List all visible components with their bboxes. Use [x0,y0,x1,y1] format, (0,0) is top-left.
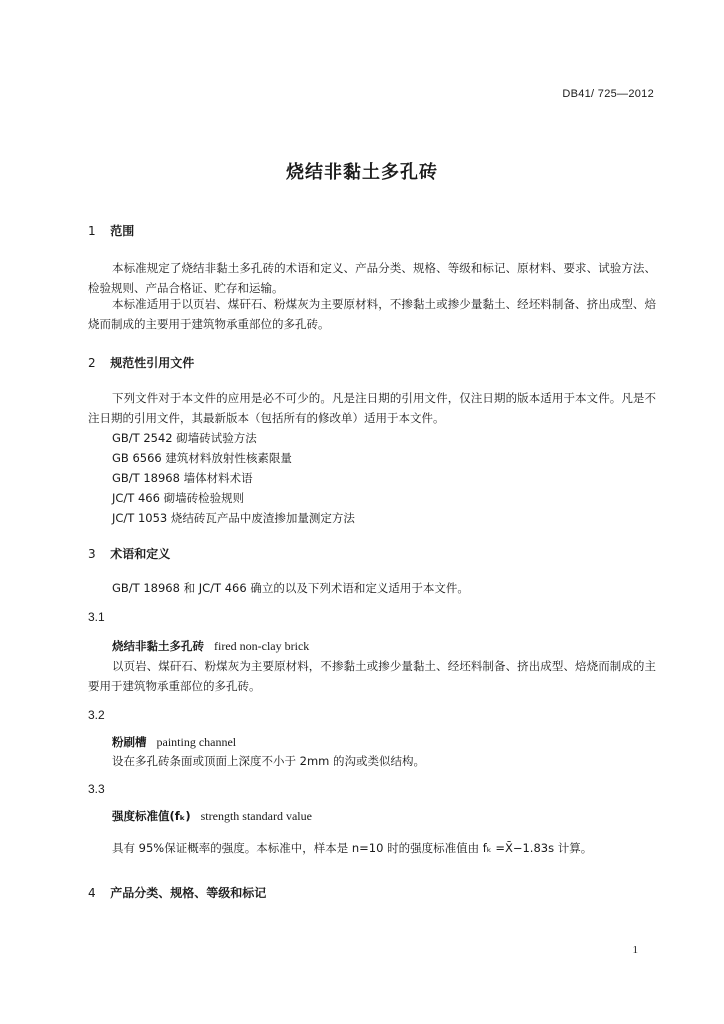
reference-item: JC/T 466 砌墙砖检验规则 [112,491,245,505]
section-3-intro: GB/T 18968 和 JC/T 466 确立的以及下列术语和定义适用于本文件。 [112,581,469,595]
section-title: 术语和定义 [110,547,171,561]
section-1-paragraph-2: 本标准适用于以页岩、煤矸石、粉煤灰为主要原材料，不掺黏土或掺少量黏土、经坯料制备、挤出成型、焙烧而制成的主要用于建筑物承重部位的多孔砖。 [88,297,656,331]
subsection-3-3-number: 3.3 [88,782,105,796]
section-title: 范围 [110,224,135,238]
section-2-heading [88,354,194,371]
subsection-3-1-number: 3.1 [88,610,105,624]
document-title: 烧结非黏土多孔砖 [286,162,438,183]
term-3-2 [112,734,236,750]
section-number: 3 [88,547,96,561]
term-3-2-definition: 设在多孔砖条面或顶面上深度不小于 2mm 的沟或类似结构。 [112,754,426,768]
section-1-heading [88,222,134,239]
term-3-1 [112,638,309,654]
term-chinese: 强度标准值(fₖ) [112,809,191,823]
section-number: 1 [88,224,96,238]
section-title: 产品分类、规格、等级和标记 [110,886,267,900]
reference-item: GB/T 2542 砌墙砖试验方法 [112,431,257,445]
standard-code: DB41/ 725—2012 [562,88,654,100]
term-english: strength standard value [200,809,312,823]
section-number: 4 [88,886,96,900]
term-3-1-definition: 以页岩、煤矸石、粉煤灰为主要原材料，不掺黏土或掺少量黏土、经坯料制备、挤出成型、焙烧而制成的主要用于建筑物承重部位的多孔砖。 [88,659,656,693]
subsection-3-2-number: 3.2 [88,708,105,722]
reference-item: GB 6566 建筑材料放射性核素限量 [112,451,292,465]
term-3-3 [112,808,312,824]
term-chinese: 粉刷槽 [112,735,147,749]
term-3-3-definition: 具有 95%保证概率的强度。本标准中，样本是 n=10 时的强度标准值由 fₖ =X̄−1.83s 计算。 [112,841,593,855]
section-title: 规范性引用文件 [110,356,195,370]
term-chinese: 烧结非黏土多孔砖 [112,639,204,653]
section-2-intro: 下列文件对于本文件的应用是必不可少的。凡是注日期的引用文件，仅注日期的版本适用于本文件。凡是不注日期的引用文件，其最新版本（包括所有的修改单）适用于本文件。 [88,391,656,425]
reference-item: GB/T 18968 墙体材料术语 [112,471,253,485]
term-english: fired non-clay brick [214,639,310,653]
section-number: 2 [88,356,96,370]
section-4-heading [88,884,266,901]
section-3-heading [88,545,170,562]
page-number: 1 [632,944,638,956]
section-1-paragraph-1: 本标准规定了烧结非黏土多孔砖的术语和定义、产品分类、规格、等级和标记、原材料、要求、试验方法、检验规则、产品合格证、贮存和运输。 [88,261,656,295]
reference-item: JC/T 1053 烧结砖瓦产品中废渣掺加量测定方法 [112,511,355,525]
term-english: painting channel [156,735,237,749]
